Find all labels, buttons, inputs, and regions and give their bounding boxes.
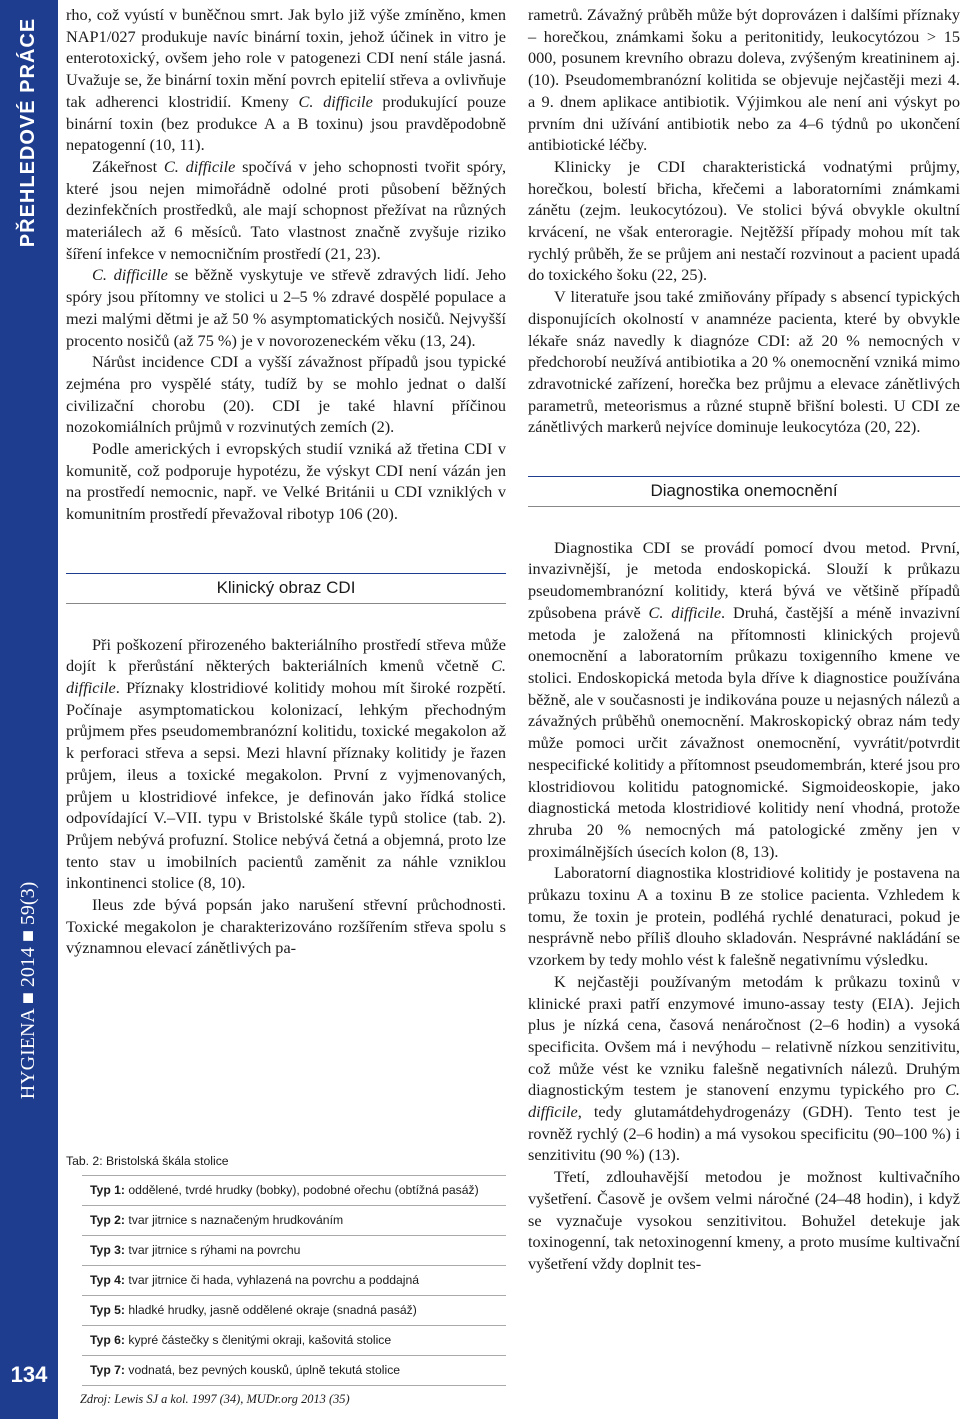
type-label: Typ 5: — [90, 1303, 125, 1317]
paragraph: Podle amerických i evropských studií vzniká až třetina CDI v komunitě, což podporuje hypotézu, že výskyt CDI není vázán jen na prostředí nemocnic, např. ve Velké Británii u CDI vzniklých v komunitním prostředí převažoval ribotyp 106 (20). — [66, 439, 506, 524]
sidebar — [0, 0, 58, 1419]
paragraph: Třetí, zdlouhavější metodou je možnost kultivačního vyšetření. Časově je ovšem velmi náročné (24–48 hodin), i když se vyznačuje vysokou senzitivitou. Bohužel detekuje jak toxinogenní, tak netoxinogenní kmeny, a proto musíme kultivační vyšetření vždy doplnit tes- — [528, 1167, 960, 1273]
paragraph: Při poškození přirozeného bakteriálního prostředí střeva může dojít k přerůstání některých bakteriálních kmenů včetně C. difficile. Příznaky klostridiové kolitidy mohou mít široké rozpětí. Počínaje asymptomatickou kolonizací, lehkým přechodným průjmem přes pseudomembranózní kolitidu, toxické megakolon až k perforaci střeva a sepsi. Mezi hlavní příznaky kolitidy je řazen průjem, ileus a toxické megakolon. První z vyjmenovaných, průjem u klostridiové infekce, je definován jako řídká stolice odpovídající V.–VII. typu v Bristolské škále typů stolice (tab. 2). Průjem nebývá profuzní. Stolice nebývá četná a objemná, proto lze tento stav u imobilních pacientů zaměnit za náhle vzniklou inkontinenci stolice (8, 10). — [66, 634, 506, 893]
type-label: Typ 6: — [90, 1333, 125, 1347]
right-column — [528, 4, 960, 1275]
section-label-box — [6, 14, 52, 250]
paragraph: Laboratorní diagnostika klostridiové kolitidy je postavena na průkazu toxinu A a toxinu B ze stolice pacienta. Vzhledem k tomu, že toxin je protein, podléhá rychlé denaturaci, pokud je nesprávně nebo příliš dlouho skladován. Nesprávné nakládání se vzorkem by tedy mohlo vést k falešně negativnímu výsledku. — [528, 863, 960, 970]
paragraph: Nárůst incidence CDI a vyšší závažnost případů jsou typické zejména pro vyspělé státy, tudíž by se mohlo jednat o další civilizační chorobu (20). CDI je také hlavní příčinou nozokomiálních průjmů v rozvinutých zemích (2). — [66, 352, 506, 437]
type-label: Typ 7: — [90, 1363, 125, 1377]
paragraph: Ileus zde bývá popsán jako narušení střevní průchodnosti. Toxické megakolon je charakterizováno rozšířením střeva spolu s významnou elevací zánětlivých pa- — [66, 895, 506, 958]
type-description: vodnatá, bez pevných kousků, úplně tekutá stolice — [128, 1363, 401, 1377]
type-label: Typ 1: — [90, 1183, 125, 1197]
paragraph: K nejčastěji používaným metodám k průkazu toxinů v klinické praxi patří enzymové imuno-assay testy (EIA). Jejich plus je nízká cena, časová nenáročnost (2–6 hodin) a vysoká specificita. Ovšem má i nevýhodu – relativně nízkou senzitivitu, což může vést ke vzniku falešně negativních nálezů. Druhým diagnostickým testem je stanovení enzymu typického pro C. difficile, tedy glutamátdehydrogenázy (GDH). Tento test je rovněž rychlý (2–6 hodin) a má vysokou specificitu (90–100 %) i senzitivitu (90 %) (13). — [528, 971, 960, 1165]
paragraph: rametrů. Závažný průběh může být doprovázen i dalšími příznaky – horečkou, známkami šoku a peritonitidy, leukocytózou > 15 000, posunem krevního obrazu doleva, zvýšeným kreatininem aj. (10). Pseudomembranózní kolitida se objevuje nejčastěji mezi 4. a 9. dnem aplikace antibiotik. Výjimkou ale není ani výskyt po prvním dni užívání antibiotik nebo za 4–6 týdnů po ukončení antibiotické léčby. — [528, 5, 960, 155]
journal-line-box — [6, 870, 52, 1110]
type-description: tvar jitrnice s naznačeným hrudkováním — [128, 1213, 344, 1227]
type-description: tvar jitrnice či hada, vyhlazená na povrchu a poddajná — [128, 1273, 420, 1287]
paragraph: C. difficille se běžně vyskytuje ve střevě zdravých lidí. Jeho spóry jsou přítomny ve stolici u 2–5 % zdravé dospělé populace a mezi malými dětmi je až 50 % asymptomatických nosičů. Nejvyšší procento nosičů (až 75 %) je v novorozeneckém věku (13, 24). — [66, 265, 506, 350]
page-number: 134 — [10, 1362, 48, 1387]
paragraph: Zákeřnost C. difficile spočívá v jeho schopnosti tvořit spóry, které jsou nejen mimořádně odolné proti působení běžných dezinfekčních prostředků, ale mají schopnost přežívat na různých materiálech až 6 měsíců. Tato vlastnost značně zvyšuje riziko šíření infekce v nemocničním prostředí (21, 23). — [66, 156, 507, 263]
table-source: Zdroj: Lewis SJ a kol. 1997 (34), MUDr.org 2013 (35) — [80, 1392, 350, 1406]
paragraph: V literatuře jsou také zmiňovány případy s absencí typických disponujících okolností v anamnéze pacienta, které by obvykle lékaře snáz navedly k diagnóze CDI: až 20 % nemocných v předchorobí neužívá antibiotika a 20 % onemocnění vzniká mimo zdravotnické zařízení, horečka bez průjmu a elevace zánětlivých parametrů, meteorismus a různé stupně břišní bolesti. U CDI ze zánětlivých markerů nejvíce dominuje leukocytóza (20, 22). — [528, 287, 960, 437]
table-row — [82, 1356, 506, 1386]
table-row — [82, 1176, 506, 1206]
left-column — [66, 4, 506, 959]
paragraph: rho, což vyústí v buněčnou smrt. Jak bylo již výše zmíněno, kmen NAP1/027 produkuje navíc binární toxin, jehož účinek in vitro je enterotoxický, ovšem jeho role v patogenezi CDI není stále jasná. Uvažuje se, že binární toxin mění povrch epitelií střeva a ovlivňuje tak adherenci klostridií. Kmeny C. difficile produkující pouze binární toxin (bez produkce A a B toxinu) jsou pravděpodobně nepatogenní (10, 11). — [66, 5, 506, 155]
paragraph: Diagnostika CDI se provádí pomocí dvou metod. První, invazivnější, je metoda endoskopická. Slouží k průkazu pseudomembranózní kolitidy, která bývá ve většině případů způsobena právě C. difficile. Druhá, častější a méně invazivní metoda je založená na přítomnosti klinických projevů onemocnění a laboratorním průkazu toxigenního kmene ve stolici. Endoskopická metoda byla dříve k diagnostice používána běžně, ale v současnosti je indikována pouze u nejasných nálezů a závažných průběhů onemocnění. Makroskopický obraz nám tedy může pomoci určit závažnost onemocnění, vyvrátit/potvrdit nespecifické kolitidy a přítomnost pseudomembrán, které jsou pro klostridiovou kolitidu patognomické. Sigmoideoskopie, jako diagnostická metoda klostridiové kolitidy není vhodná, protože zhruba 20 % nemocných má patologické změny jen v proximálnějších úsecích kolon (8, 13). — [528, 537, 960, 861]
table-body — [82, 1175, 506, 1386]
paragraph: Klinicky je CDI charakteristická vodnatými průjmy, horečkou, bolestí břicha, křečemi a laboratorními známkami zánětu (zejm. leukocytózou). Ve stolici bývá obvykle okultní krvácení, ne však enteroragie. Nejtěžší případy mohou mít tak rychlý průběh, že se průjem ani nestačí rozvinout a pacient upadá do toxického šoku (22, 25). — [528, 156, 960, 285]
type-label: Typ 2: — [90, 1213, 125, 1227]
type-description: tvar jitrnice s rýhami na povrchu — [128, 1243, 301, 1257]
section-heading: Klinický obraz CDI — [66, 573, 506, 604]
table-row — [82, 1206, 506, 1236]
type-label: Typ 3: — [90, 1243, 125, 1257]
type-description: oddělené, tvrdé hrudky (bobky), podobné ořechu (obtížná pasáž) — [128, 1183, 479, 1197]
table-caption: Tab. 2: Bristolská škála stolice — [66, 1154, 229, 1168]
journal-line: HYGIENA ■ 2014 ■ 59(3) — [17, 881, 40, 1099]
table-row — [82, 1296, 506, 1326]
bristol-table — [66, 1154, 506, 1407]
table-row — [82, 1326, 506, 1356]
table-row — [82, 1236, 506, 1266]
section-heading: Diagnostika onemocnění — [528, 476, 960, 507]
section-label: PŘEHLEDOVÉ PRÁCE — [17, 17, 40, 247]
table-row — [82, 1266, 506, 1296]
type-description: kypré částečky s členitými okraji, kašovitá stolice — [128, 1333, 392, 1347]
type-label: Typ 4: — [90, 1273, 125, 1287]
type-description: hladké hrudky, jasně oddělené okraje (snadná pasáž) — [128, 1303, 417, 1317]
